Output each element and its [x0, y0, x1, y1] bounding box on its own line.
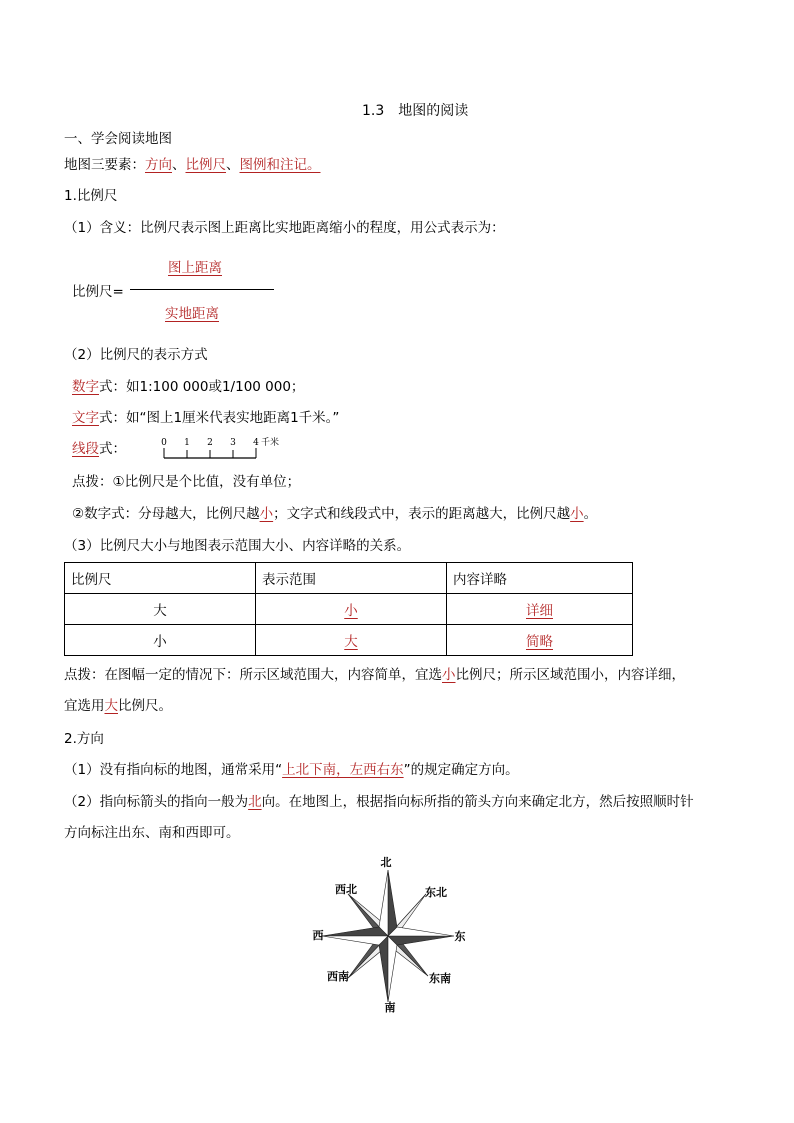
numeric-form-line — [72, 379, 304, 395]
numeric-form-text: 式：如1:100 000或1/100 000； — [99, 379, 305, 395]
formula-denominator: 实地距离 — [165, 306, 219, 322]
scale-tick-label: 1 — [184, 438, 190, 448]
relation-heading: （3）比例尺大小与地图表示范围大小、内容详略的关系。 — [64, 538, 411, 554]
arrow-direction-line2: 方向标注出东、南和西即可。 — [64, 825, 240, 841]
separator: 、 — [226, 157, 240, 173]
scale-tick-label: 4 — [253, 438, 259, 448]
arrow-direction-line — [64, 794, 694, 810]
answer-numeric: 数字 — [72, 379, 99, 395]
tip-two — [72, 506, 597, 522]
tip-two-text: 。 — [583, 506, 598, 522]
direction-rule-text: （1）没有指向标的地图，通常采用“ — [64, 762, 283, 778]
table-cell — [447, 594, 633, 625]
scale-forms-heading: （2）比例尺的表示方式 — [64, 347, 208, 363]
compass-label-northeast: 东北 — [425, 886, 447, 899]
compass-point-w — [322, 927, 388, 936]
compass-point-s — [379, 936, 388, 1002]
answer-large: 大 — [104, 698, 118, 714]
answer-text: 文字 — [72, 410, 99, 426]
tip-three-text: 比例尺。 — [118, 698, 172, 714]
tip-three-text: 比例尺；所示区域范围小，内容详细， — [455, 667, 685, 683]
arrow-direction-text: （2）指向标箭头的指向一般为 — [64, 794, 249, 810]
text-form-text: 式：如“图上1厘米代表实地距离1千米。” — [99, 410, 340, 426]
map-elements-label: 地图三要素： — [64, 157, 145, 173]
compass-point-n — [388, 870, 397, 936]
answer-scale: 比例尺 — [185, 157, 226, 173]
separator: 、 — [172, 157, 186, 173]
fraction-line — [130, 289, 274, 290]
compass-rose — [300, 850, 480, 1020]
compass-label-southeast: 东南 — [429, 972, 451, 985]
scale-comparison-table — [64, 562, 633, 656]
scale-tick-label: 3 — [230, 438, 236, 448]
scale-tick-label: 0 — [161, 438, 167, 448]
tip-three-text: 点拨：在图幅一定的情况下：所示区域范围大，内容简单，宜选 — [64, 667, 442, 683]
answer-cell: 小 — [344, 603, 358, 619]
answer-line: 线段 — [72, 441, 99, 457]
answer-direction-rule: 上北下南，左西右东 — [282, 762, 404, 778]
scale-definition: （1）含义：比例尺表示图上距离比实地距离缩小的程度，用公式表示为： — [64, 220, 505, 236]
answer-legend: 图例和注记。 — [239, 157, 321, 173]
scale-tick-label: 2 — [207, 438, 213, 448]
answer-direction: 方向 — [145, 157, 172, 173]
compass-label-south: 南 — [384, 1001, 396, 1014]
line-form-text: 式： — [99, 441, 126, 457]
compass-label-east: 东 — [454, 930, 466, 943]
table-cell: 小 — [65, 625, 256, 656]
answer-small-1: 小 — [259, 506, 274, 522]
formula-numerator: 图上距离 — [168, 260, 222, 276]
table-cell — [447, 625, 633, 656]
table-cell — [256, 625, 447, 656]
table-cell: 大 — [65, 594, 256, 625]
direction-rule-text: ”的规定确定方向。 — [403, 762, 519, 778]
page-title: 1.3 地图的阅读 — [362, 103, 469, 119]
compass-label-north: 北 — [380, 856, 392, 869]
formula-label: 比例尺= — [72, 284, 124, 300]
table-header: 内容详略 — [447, 563, 633, 594]
scale-heading: 1.比例尺 — [64, 188, 118, 204]
compass-label-west: 西 — [312, 929, 324, 942]
compass-label-northwest: 西北 — [335, 883, 357, 896]
answer-cell: 详细 — [526, 603, 553, 619]
line-form-line — [72, 441, 126, 457]
tip-two-text: ；文字式和线段式中，表示的距离越大，比例尺越 — [273, 506, 571, 522]
direction-rule — [64, 762, 519, 778]
answer-north: 北 — [248, 794, 262, 810]
arrow-direction-text: 向。在地图上，根据指向标所指的箭头方向来确定北方，然后按照顺时针 — [261, 794, 694, 810]
table-header-row — [65, 563, 633, 594]
table-header: 表示范围 — [256, 563, 447, 594]
map-elements-line — [64, 157, 321, 173]
section-heading: 一、学会阅读地图 — [64, 131, 172, 147]
answer-cell: 大 — [344, 634, 358, 650]
text-form-line — [72, 410, 339, 426]
tip-three-text: 宜选用 — [64, 698, 105, 714]
direction-heading: 2.方向 — [64, 731, 104, 747]
table-row — [65, 625, 633, 656]
table-row — [65, 594, 633, 625]
tip-two-text: ②数字式：分母越大，比例尺越 — [72, 506, 260, 522]
scale-bar — [160, 434, 290, 464]
answer-cell: 简略 — [526, 634, 553, 650]
tip-one: 点拨：①比例尺是个比值，没有单位； — [72, 474, 301, 490]
compass-label-southwest: 西南 — [327, 970, 349, 983]
answer-small-3: 小 — [442, 667, 456, 683]
compass-point-e — [388, 936, 454, 945]
tip-three — [64, 667, 685, 683]
table-cell — [256, 594, 447, 625]
tip-three-line2 — [64, 698, 172, 714]
scale-unit: 千米 — [261, 438, 280, 448]
table-header: 比例尺 — [65, 563, 256, 594]
answer-small-2: 小 — [570, 506, 584, 522]
